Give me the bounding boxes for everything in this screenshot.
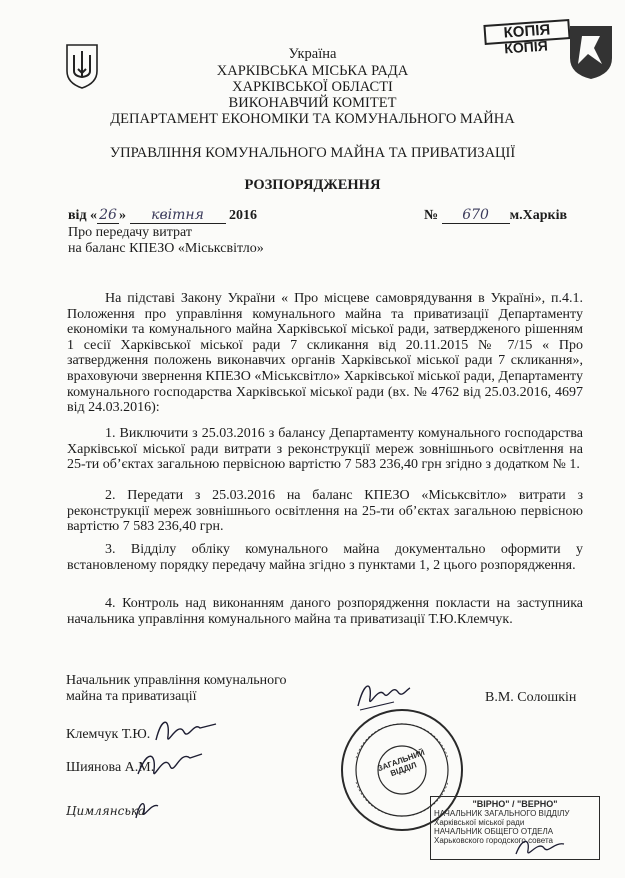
subject-line-1: Про передачу витрат: [68, 225, 193, 240]
copy-stamp-label: КОПІЯ: [483, 19, 570, 45]
stamp-signature-scribble: [512, 832, 568, 862]
document-title: РОЗПОРЯДЖЕННЯ: [244, 177, 381, 193]
body-item-2: 2. Передати з 25.03.2016 на баланс КПЕЗО «Міськсвітло» витрати з реконструкції мереж зовнішнього освітлення на 25-ти об’єктах загальною первісною вартістю 7 583 236,40 грн.: [67, 488, 583, 535]
number-line: [424, 207, 567, 224]
document-number: 670: [442, 207, 510, 224]
signer-position-line-1: Начальник управління комунального: [66, 673, 287, 688]
verified-stamp-line-2: НАЧАЛЬНИК ЗАГАЛЬНОГО ВІДДІЛУ: [434, 809, 570, 818]
body-item-3: 3. Відділу обліку комунального майна документально оформити у встановленому порядку передачу майна згідно з пунктами 1, 2 цього розпорядження.: [67, 542, 583, 573]
approver-3-signature-scribble: [132, 796, 162, 822]
signer-position-line-2: майна та приватизації: [66, 689, 197, 704]
date-day: 26: [97, 207, 119, 224]
number-label: №: [424, 208, 439, 223]
header-region: ХАРКІВСЬКОЇ ОБЛАСТІ: [232, 79, 393, 95]
signer-name: В.М. Солошкін: [485, 690, 577, 705]
verified-stamp-line-1: "ВІРНО" / "ВЕРНО": [472, 799, 558, 809]
body-preamble: На підставі Закону України « Про місцеве самоврядування в Україні», п.4.1. Положення про управління комунального майна та приватизації Департаменту економіки та комунального майна Харківської міської ради, затвердженого рішенням 1 сесії Харківської міської ради 7 скликання від 20.11.2015 № 7/15 « Про затвердження положень виконавчих органів Харківської міської ради 7 скликання», враховуючи звернення КПЕЗО «Міськсвітло» Харківської міської ради, Департаменту комунального господарства Харківської міської ради (вх. № 4762 від 25.03.2016, 4697 від 24.03.2016):: [67, 291, 583, 416]
copy-stamp-label-repeat: КОПІЯ: [503, 37, 549, 57]
date-year: 2016: [229, 208, 258, 223]
subject-line-2: на баланс КПЕЗО «Міськсвітло»: [68, 241, 264, 256]
date-prefix: від «: [68, 208, 98, 223]
approver-3: Цимлянська: [66, 804, 146, 818]
approver-2-signature-scribble: [134, 744, 204, 788]
verified-stamp-line-3: Харківської міської ради: [434, 818, 525, 827]
verified-stamp-line-5: Харьковского городского совета: [434, 836, 553, 845]
city-name: м.Харків: [509, 208, 568, 223]
verified-stamp-line-4: НАЧАЛЬНИК ОБЩЕГО ОТДЕЛА: [434, 827, 554, 836]
approver-2: Шиянова А.М.: [66, 760, 155, 775]
round-seal-center-text: ЗАГАЛЬНИЙ ВІДДІЛ: [376, 747, 426, 779]
date-month: квітня: [130, 207, 226, 224]
header-committee: ВИКОНАВЧИЙ КОМІТЕТ: [228, 95, 397, 111]
date-line: [68, 207, 257, 224]
header-city-council: ХАРКІВСЬКА МІСЬКА РАДА: [216, 63, 409, 79]
header-directorate: УПРАВЛІННЯ КОМУНАЛЬНОГО МАЙНА ТА ПРИВАТИЗАЦІЇ: [109, 145, 516, 161]
body-item-1: 1. Виключити з 25.03.2016 з балансу Департаменту комунального господарства Харківської міської ради витрати з реконструкції мереж зовнішнього освітлення на 25-ти об’єктах загальною первісною вартістю 7 583 236,40 грн згідно з додатком № 1.: [67, 426, 583, 473]
body-item-4: 4. Контроль над виконанням даного розпорядження покласти на заступника начальника управління комунального майна та приватизації Т.Ю.Клемчук.: [67, 596, 583, 627]
header-department: ДЕПАРТАМЕНТ ЕКОНОМІКИ ТА КОМУНАЛЬНОГО МАЙНА: [110, 111, 515, 127]
header-country: Україна: [288, 46, 337, 62]
approver-1: Клемчук Т.Ю.: [66, 727, 151, 742]
date-mid: »: [119, 208, 127, 223]
